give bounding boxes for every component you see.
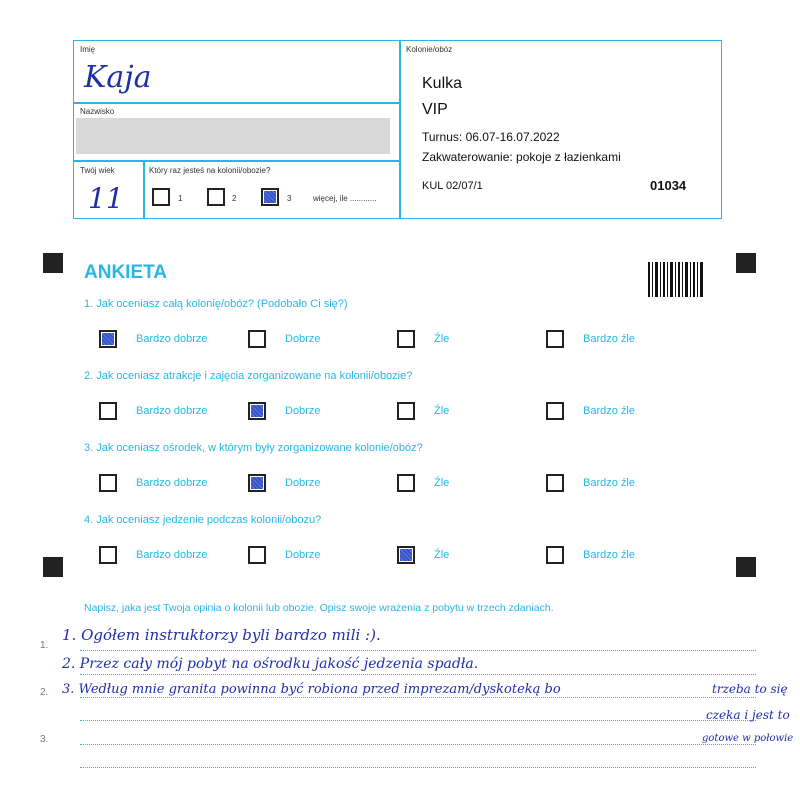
answer-line (80, 697, 756, 698)
handwritten-margin-3: gotowe w połowie (702, 733, 794, 744)
q3-option-1-checkbox[interactable] (99, 474, 117, 492)
q1-option-3-label: Źle (434, 333, 450, 345)
question-3: 3. Jak oceniasz ośrodek, w którym były zorganizowane kolonie/obóz? (84, 442, 423, 454)
q2-option-3-checkbox[interactable] (397, 402, 415, 420)
wiek-label: Twój wiek (80, 166, 115, 175)
q2-option-4-checkbox[interactable] (546, 402, 564, 420)
wiek-value: 11 (88, 182, 124, 215)
line-number-3: 3. (40, 734, 49, 745)
q2-option-1-checkbox[interactable] (99, 402, 117, 420)
header-divider-vertical (399, 40, 401, 219)
registration-mark-bottom-left (43, 557, 63, 577)
registration-mark-top-right (736, 253, 756, 273)
q2-option-4-label: Bardzo źle (583, 405, 635, 417)
q2-option-2-checkbox[interactable] (248, 402, 266, 420)
q3-option-3-checkbox[interactable] (397, 474, 415, 492)
answer-line (80, 674, 756, 675)
question-1: 1. Jak oceniasz całą kolonię/obóz? (Podobało Ci się?) (84, 298, 348, 310)
q2-option-2-label: Dobrze (285, 405, 321, 417)
check-mark (251, 477, 263, 489)
ktory-raz-option-2: 2 (232, 194, 237, 203)
q4-option-3-label: Źle (434, 549, 450, 561)
survey-title: ANKIETA (84, 262, 168, 283)
answer-line (80, 720, 756, 721)
kolonie-label: Kolonie/obóz (406, 45, 453, 54)
nazwisko-label: Nazwisko (80, 107, 115, 116)
check-mark (264, 191, 276, 203)
line-number-1: 1. (40, 640, 49, 651)
ktory-raz-option-3: 3 (287, 194, 292, 203)
redacted-surname (76, 118, 390, 154)
ktory-raz-checkbox-1[interactable] (152, 188, 170, 206)
handwritten-sentence-2: 2. Przez cały mój pobyt na ośrodku jakość jedzenia spadła. (62, 656, 479, 672)
question-2: 2. Jak oceniasz atrakcje i zajęcia zorganizowane na kolonii/obozie? (84, 370, 413, 382)
ktory-raz-label: Który raz jesteś na kolonii/obozie? (149, 166, 271, 175)
zakwaterowanie: Zakwaterowanie: pokoje z łazienkami (422, 150, 621, 164)
handwritten-margin-1: trzeba to się (712, 682, 788, 696)
barcode (648, 262, 704, 297)
handwritten-sentence-3: 3. Według mnie granita powinna być robiona przed imprezam/dyskoteką bo (62, 682, 561, 697)
answer-line (80, 650, 756, 651)
ktory-raz-option-1: 1 (178, 194, 183, 203)
answer-line (80, 744, 756, 745)
camp-type: VIP (422, 101, 448, 118)
handwritten-sentence-1: 1. Ogółem instruktorzy byli bardzo mili :). (62, 626, 381, 644)
header-divider-nazwisko (73, 160, 400, 162)
q1-option-1-checkbox[interactable] (99, 330, 117, 348)
form-number: 01034 (650, 178, 687, 193)
line-number-2: 2. (40, 687, 49, 698)
turnus: Turnus: 06.07-16.07.2022 (422, 130, 560, 144)
imie-label: Imię (80, 45, 96, 54)
registration-mark-top-left (43, 253, 63, 273)
q1-option-2-label: Dobrze (285, 333, 321, 345)
q3-option-2-checkbox[interactable] (248, 474, 266, 492)
q4-option-2-checkbox[interactable] (248, 546, 266, 564)
wiecej-label: więcej, ile ............ (313, 194, 377, 203)
q2-option-1-label: Bardzo dobrze (136, 405, 208, 417)
camp-name: Kulka (422, 75, 463, 92)
q1-option-4-checkbox[interactable] (546, 330, 564, 348)
registration-mark-bottom-right (736, 557, 756, 577)
header-divider-wiek (143, 160, 145, 219)
question-4: 4. Jak oceniasz jedzenie podczas kolonii/obozu? (84, 514, 322, 526)
q3-option-2-label: Dobrze (285, 477, 321, 489)
q3-option-4-label: Bardzo źle (583, 477, 635, 489)
ktory-raz-checkbox-3[interactable] (261, 188, 279, 206)
q1-option-2-checkbox[interactable] (248, 330, 266, 348)
check-mark (400, 549, 412, 561)
q1-option-4-label: Bardzo źle (583, 333, 635, 345)
check-mark (251, 405, 263, 417)
answer-line (80, 767, 756, 768)
camp-code: KUL 02/07/1 (422, 180, 483, 192)
check-mark (102, 333, 114, 345)
q4-option-1-checkbox[interactable] (99, 546, 117, 564)
opinion-prompt: Napisz, jaka jest Twoja opinia o kolonii lub obozie. Opisz swoje wrażenia z pobytu w trzech zdaniach. (84, 602, 554, 614)
q4-option-2-label: Dobrze (285, 549, 321, 561)
header-divider-imie (73, 102, 400, 104)
q2-option-3-label: Źle (434, 405, 450, 417)
handwritten-margin-2: czeka i jest to (706, 708, 790, 722)
q3-option-3-label: Źle (434, 477, 450, 489)
q4-option-3-checkbox[interactable] (397, 546, 415, 564)
q3-option-1-label: Bardzo dobrze (136, 477, 208, 489)
q4-option-4-label: Bardzo źle (583, 549, 635, 561)
ktory-raz-checkbox-2[interactable] (207, 188, 225, 206)
q4-option-1-label: Bardzo dobrze (136, 549, 208, 561)
q3-option-4-checkbox[interactable] (546, 474, 564, 492)
q4-option-4-checkbox[interactable] (546, 546, 564, 564)
imie-value: Kaja (84, 60, 152, 95)
q1-option-3-checkbox[interactable] (397, 330, 415, 348)
q1-option-1-label: Bardzo dobrze (136, 333, 208, 345)
